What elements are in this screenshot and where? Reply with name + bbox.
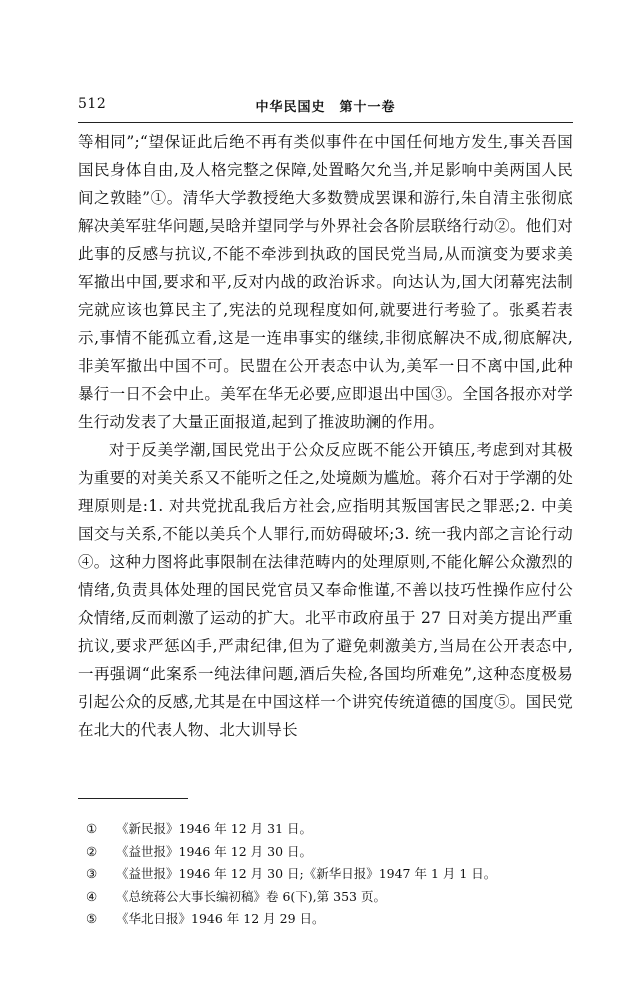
footnote (78, 818, 573, 841)
footnote-mark: ⑤ (86, 911, 98, 926)
running-title: 中华民国史 第十一卷 (255, 100, 396, 115)
body-text (78, 128, 573, 744)
footnote (78, 886, 573, 909)
footnote-mark: ① (86, 821, 98, 836)
footnote-text: 《益世报》1946 年 12 月 30 日;《新华日报》1947 年 1 月 1 日。 (116, 866, 497, 881)
page-number: 512 (78, 96, 107, 112)
footnote-mark: ③ (86, 866, 98, 881)
footnotes (78, 818, 573, 931)
footnote-separator (78, 798, 188, 799)
page-header (78, 96, 573, 118)
footnote (78, 841, 573, 864)
paragraph: 对于反美学潮,国民党出于公众反应既不能公开镇压,考虑到对其极为重要的对美关系又不能听之任之,处境颇为尴尬。蒋介石对于学潮的处理原则是:1. 对共党扰乱我后方社会,应指明其叛国害民之罪恶;2. 中美国交与关系,不能以美兵个人罪行,而妨碍破坏;3. 统一我内部之言论行动④。这种力图将此事限制在法律范畴内的处理原则,不能化解公众激烈的情绪,负责具体处理的国民党官员又奉命惟谨,不善以技巧性操作应付公众情绪,反而刺激了运动的扩大。北平市政府虽于 27 日对美方提出严重抗议,要求严惩凶手,严肃纪律,但为了避免刺激美方,当局在公开表态中,一再强调“此案系一纯法律问题,酒后失检,各国均所难免”,这种态度极易引起公众的反感,尤其是在中国这样一个讲究传统道德的国度⑤。国民党在北大的代表人物、北大训导长 (78, 441, 573, 739)
footnote-mark: ④ (86, 888, 98, 904)
footnote-text: 《总统蒋公大事长编初稿》卷 6(下),第 353 页。 (116, 888, 386, 904)
footnote-text: 《华北日报》1946 年 12 月 29 日。 (116, 911, 325, 926)
header-rule (78, 122, 573, 123)
footnote-text: 《益世报》1946 年 12 月 30 日。 (116, 843, 312, 859)
paragraph: 等相同”;“望保证此后绝不再有类似事件在中国任何地方发生,事关吾国国民身体自由,及人格完整之保障,处置略欠允当,并足影响中美两国人民间之敦睦”①。清华大学教授绝大多数赞成罢课和游行,朱自清主张彻底解决美军驻华问题,吴晗并望同学与外界社会各阶层联络行动②。他们对此事的反感与抗议,不能不牵涉到执政的国民党当局,从而演变为要求美军撤出中国,要求和平,反对内战的政治诉求。向达认为,国大闭幕宪法制完就应该也算民主了,宪法的兑现程度如何,就要进行考验了。张奚若表示,事情不能孤立看,这是一连串事实的继续,非彻底解决不成,彻底解决,非美军撤出中国不可。民盟在公开表态中认为,美军一日不离中国,此种暴行一日不会中止。美军在华无必要,应即退出中国③。全国各报亦对学生行动发表了大量正面报道,起到了推波助澜的作用。 (78, 133, 573, 431)
footnote-mark: ② (86, 843, 98, 859)
footnote (78, 863, 573, 886)
footnote-text: 《新民报》1946 年 12 月 31 日。 (116, 821, 312, 836)
footnote (78, 908, 573, 931)
